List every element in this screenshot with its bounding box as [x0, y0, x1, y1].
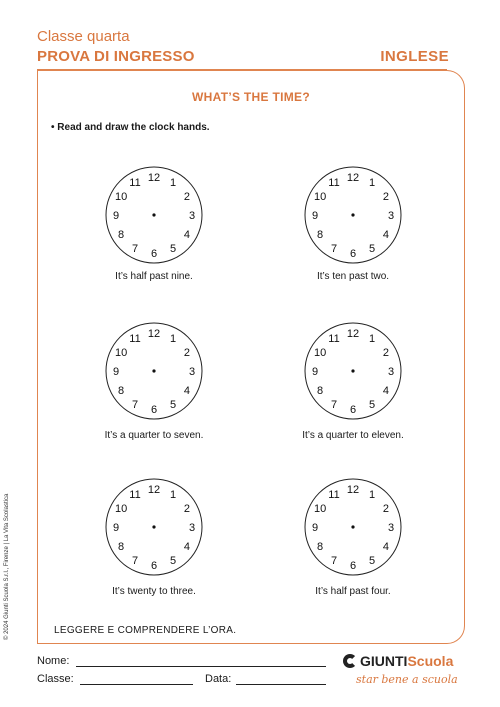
- clock-number: 12: [346, 172, 360, 184]
- clock-number: 9: [112, 522, 120, 534]
- clock-number: 5: [169, 554, 177, 567]
- sheet-title: WHAT’S THE TIME?: [192, 90, 310, 104]
- clock-number: 5: [368, 242, 376, 255]
- clock-center-dot: [351, 525, 354, 528]
- clock-number: 11: [129, 489, 141, 502]
- clock-number: 7: [131, 398, 139, 411]
- clock-caption: It’s a quarter to seven.: [104, 430, 204, 441]
- clock-number: 9: [112, 210, 120, 222]
- clock-center-dot: [152, 213, 155, 216]
- class-label: Classe:: [37, 673, 74, 685]
- clock-number: 4: [183, 541, 190, 553]
- clock-center-dot: [152, 369, 155, 372]
- clock-number: 4: [183, 385, 190, 397]
- clock-number: 5: [169, 398, 177, 411]
- clock-number: 1: [169, 333, 177, 346]
- clock-number: 2: [183, 503, 190, 515]
- clock-number: 7: [330, 242, 338, 255]
- clock-number: 11: [328, 489, 340, 502]
- clock-number: 10: [313, 191, 327, 203]
- class-field[interactable]: [80, 684, 193, 685]
- clock-number: 10: [114, 503, 128, 515]
- clock-number: 6: [349, 404, 357, 416]
- clock-number: 11: [328, 177, 340, 190]
- clock-number: 2: [183, 191, 190, 203]
- copyright-text: © 2024 Giunti Scuola S.r.l., Firenze | La Vita Scolastica: [4, 493, 10, 640]
- logo-brand-accent: Scuola: [407, 653, 454, 669]
- clock-number: 1: [368, 177, 376, 190]
- clock-number: 1: [169, 177, 177, 190]
- clock-number: 12: [147, 484, 161, 496]
- clock-face[interactable]: [303, 165, 403, 265]
- clock-number: 3: [188, 366, 196, 378]
- clock-face[interactable]: [104, 321, 204, 421]
- clock-number: 2: [382, 191, 389, 203]
- clock-number: 2: [183, 347, 190, 359]
- clock-face[interactable]: [104, 165, 204, 265]
- clock-number: 6: [150, 404, 158, 416]
- publisher-logo: [343, 653, 453, 669]
- clock-number: 2: [382, 347, 389, 359]
- clock-number: 8: [118, 385, 125, 397]
- clock-number: 6: [150, 560, 158, 572]
- clock-caption: It’s half past four.: [315, 586, 391, 597]
- clock-number: 3: [188, 210, 196, 222]
- clock-number: 4: [382, 541, 389, 553]
- clock-number: 10: [313, 503, 327, 515]
- clock-number: 12: [346, 484, 360, 496]
- clock-face[interactable]: [303, 321, 403, 421]
- clock-number: 4: [382, 385, 389, 397]
- name-field[interactable]: [76, 666, 326, 667]
- clock-number: 8: [118, 229, 125, 241]
- grade-label: Classe quarta: [37, 28, 130, 45]
- clock-number: 8: [118, 541, 125, 553]
- clock-number: 8: [317, 541, 324, 553]
- clock-number: 11: [129, 177, 141, 190]
- clock-number: 5: [368, 554, 376, 567]
- clock-number: 9: [311, 522, 319, 534]
- logo-brand: GIUNTI: [360, 653, 408, 669]
- clock-number: 12: [346, 328, 360, 340]
- clock-number: 9: [311, 210, 319, 222]
- clock-number: 8: [317, 229, 324, 241]
- logo-tagline: star bene a scuola: [356, 673, 458, 686]
- content-frame-left-edge: [37, 70, 38, 644]
- clock-number: 6: [349, 248, 357, 260]
- clock-number: 11: [129, 333, 141, 346]
- date-label: Data:: [205, 673, 232, 685]
- clock-caption: It’s a quarter to eleven.: [302, 430, 404, 441]
- clock-number: 2: [382, 503, 389, 515]
- clock-number: 12: [147, 172, 161, 184]
- clock-number: 10: [114, 347, 128, 359]
- clock-number: 9: [112, 366, 120, 378]
- clock-number: 5: [169, 242, 177, 255]
- clock-face[interactable]: [104, 477, 204, 577]
- clock-number: 3: [188, 522, 196, 534]
- name-label: Nome:: [37, 655, 70, 667]
- clock-number: 7: [330, 554, 338, 567]
- clock-number: 4: [183, 229, 190, 241]
- clock-number: 4: [382, 229, 389, 241]
- clock-number: 11: [328, 333, 340, 346]
- clock-number: 6: [150, 248, 158, 260]
- clock-center-dot: [152, 525, 155, 528]
- clock-number: 9: [311, 366, 319, 378]
- logo-mark-icon: [343, 654, 357, 668]
- skill-label: LEGGERE E COMPRENDERE L’ORA.: [54, 625, 237, 636]
- clock-number: 3: [387, 522, 395, 534]
- date-field[interactable]: [236, 684, 326, 685]
- clock-number: 7: [131, 242, 139, 255]
- clock-center-dot: [351, 213, 354, 216]
- clock-number: 8: [317, 385, 324, 397]
- clock-number: 7: [131, 554, 139, 567]
- clock-face[interactable]: [303, 477, 403, 577]
- clock-number: 1: [368, 333, 376, 346]
- instruction-text: • Read and draw the clock hands.: [51, 122, 210, 133]
- clock-number: 10: [313, 347, 327, 359]
- clock-number: 6: [349, 560, 357, 572]
- clock-number: 10: [114, 191, 128, 203]
- clock-number: 3: [387, 366, 395, 378]
- subject-label: INGLESE: [380, 48, 449, 65]
- clock-number: 1: [368, 489, 376, 502]
- clock-caption: It’s half past nine.: [115, 271, 193, 282]
- clock-center-dot: [351, 369, 354, 372]
- clock-number: 1: [169, 489, 177, 502]
- clock-number: 3: [387, 210, 395, 222]
- clock-caption: It’s ten past two.: [316, 271, 390, 282]
- clock-number: 12: [147, 328, 161, 340]
- test-title: PROVA DI INGRESSO: [37, 48, 195, 65]
- clock-number: 5: [368, 398, 376, 411]
- clock-caption: It’s twenty to three.: [112, 586, 196, 597]
- clock-number: 7: [330, 398, 338, 411]
